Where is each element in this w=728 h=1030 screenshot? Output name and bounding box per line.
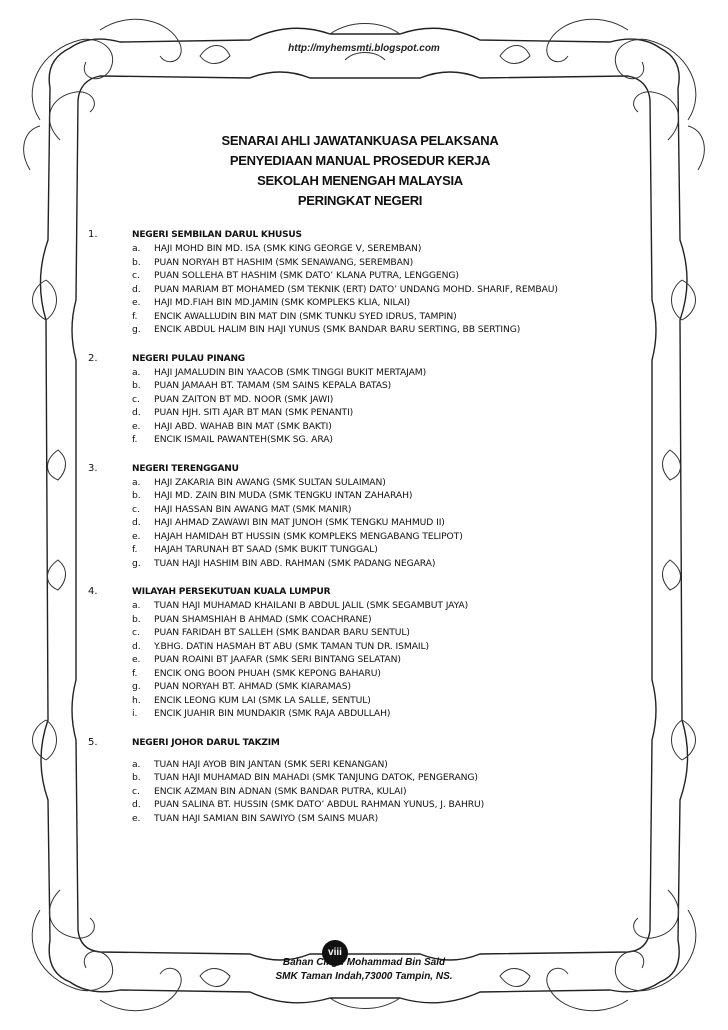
list-item [132,366,648,380]
member-list [88,366,648,447]
item-letter: a. [132,758,141,770]
item-text: ENCIK ONG BOON PHUAH (SMK KEPONG BAHARU) [154,667,381,679]
section-pulau-pinang [88,352,648,447]
section-johor [88,736,648,826]
list-item [132,771,648,785]
section-number: 5. [88,736,98,748]
list-item [132,798,648,812]
title-line-3: SEKOLAH MENENGAH MALAYSIA [257,173,463,188]
list-item [132,296,648,310]
section-kuala-lumpur [88,585,648,721]
list-item [132,626,648,640]
item-text: HAJAH HAMIDAH BT HUSSIN (SMK KOMPLEKS MENGABANG TELIPOT) [154,530,463,542]
member-list [88,758,648,826]
item-text: HAJI JAMALUDIN BIN YAACOB (SMK TINGGI BUKIT MERTAJAM) [154,366,427,378]
item-text: TUAN HAJI HASHIM BIN ABD. RAHMAN (SMK PADANG NEGARA) [154,557,436,569]
item-letter: e. [132,812,141,824]
item-text: ENCIK ABDUL HALIM BIN HAJI YUNUS (SMK BANDAR BARU SERTING, BB SERTING) [154,324,521,335]
item-text: HAJI MD.FIAH BIN MD.JAMIN (SMK KOMPLEKS KLIA, NILAI) [154,297,411,308]
list-item [132,393,648,407]
item-text: HAJI MOHD BIN MD. ISA (SMK KING GEORGE V, SEREMBAN) [154,243,422,254]
item-letter: g. [132,681,141,692]
item-text: PUAN NORYAH BT HASHIM (SMK SENAWANG, SEREMBAN) [154,256,414,268]
item-text: ENCIK ISMAIL PAWANTEH(SMK SG. ARA) [154,434,333,445]
item-letter: b. [132,380,141,391]
item-text: HAJI HASSAN BIN AWANG MAT (SMK MANIR) [154,503,352,515]
list-item [132,269,648,283]
title-line-2: PENYEDIAAN MANUAL PROSEDUR KERJA [229,153,491,168]
item-letter: b. [132,613,141,625]
item-letter: i. [132,708,138,719]
list-item [132,613,648,627]
item-letter: e. [132,654,141,665]
item-text: PUAN FARIDAH BT SALLEH (SMK BANDAR BARU SENTUL) [154,627,410,638]
item-letter: f. [132,310,138,322]
list-item [132,256,648,270]
item-letter: d. [132,640,141,652]
item-letter: b. [132,256,141,268]
item-text: PUAN ROAINI BT JAAFAR (SMK SERI BINTANG SELATAN) [154,654,401,665]
item-text: HAJI ZAKARIA BIN AWANG (SMK SULTAN SULAIMAN) [154,476,386,488]
list-item [132,433,648,447]
item-text: ENCIK LEONG KUM LAI (SMK LA SALLE, SENTUL) [154,694,371,706]
section-heading: NEGERI JOHOR DARUL TAKZIM [132,737,280,748]
item-letter: e. [132,297,141,308]
item-letter: a. [132,476,141,488]
committee-list [88,228,648,840]
list-item [132,785,648,799]
list-item [132,640,648,654]
list-item [132,812,648,826]
item-text: PUAN NORYAH BT. AHMAD (SMK KIARAMAS) [154,681,351,692]
section-heading: NEGERI PULAU PINANG [132,353,245,364]
item-text: Y.BHG. DATIN HASMAH BT ABU (SMK TAMAN TUN DR. ISMAIL) [154,640,430,652]
member-list [88,599,648,721]
item-text: PUAN JAMAAH BT. TAMAM (SM SAINS KEPALA BATAS) [154,380,392,391]
footer-line-2: SMK Taman Indah,73000 Tampin, NS. [275,971,453,982]
item-letter: b. [132,772,141,783]
list-item [132,543,648,557]
list-item [132,379,648,393]
item-text: TUAN HAJI MUHAMAD BIN MAHADI (SMK TANJUNG DATOK, PENGERANG) [154,772,478,783]
list-item [132,758,648,772]
item-letter: c. [132,270,140,281]
item-text: PUAN MARIAM BT MOHAMED (SM TEKNIK (ERT) DATO’ UNDANG MOHD. SHARIF, REMBAU) [154,283,558,295]
item-letter: f. [132,544,138,555]
item-text: HAJI MD. ZAIN BIN MUDA (SMK TENGKU INTAN ZAHARAH) [154,490,413,501]
item-letter: h. [132,694,141,706]
list-item [132,530,648,544]
list-item [132,489,648,503]
item-letter: f. [132,434,138,445]
footer-line-1: Bahan Cikgu Mohammad Bin Said [282,957,446,968]
item-letter: b. [132,490,141,501]
list-item [132,503,648,517]
list-item [132,557,648,571]
item-text: TUAN HAJI MUHAMAD KHAILANI B ABDUL JALIL (SMK SEGAMBUT JAYA) [154,600,469,611]
item-text: HAJAH TARUNAH BT SAAD (SMK BUKIT TUNGGAL) [154,544,378,555]
item-letter: c. [132,627,140,638]
list-item [132,310,648,324]
list-item [132,242,648,256]
item-text: PUAN HJH. SITI AJAR BT MAN (SMK PENANTI) [154,407,354,418]
item-letter: e. [132,420,141,432]
list-item [132,707,648,721]
item-letter: a. [132,243,141,254]
section-heading: NEGERI TERENGGANU [132,463,239,474]
item-text: TUAN HAJI AYOB BIN JANTAN (SMK SERI KENANGAN) [154,758,388,770]
item-letter: c. [132,785,140,797]
item-text: TUAN HAJI SAMIAN BIN SAWIYO (SM SAINS MUAR) [154,812,379,824]
document-title [130,131,590,211]
list-item [132,680,648,694]
item-text: HAJI ABD. WAHAB BIN MAT (SMK BAKTI) [154,420,332,432]
list-item [132,694,648,708]
item-text: ENCIK AZMAN BIN ADNAN (SMK BANDAR PUTRA, KULAI) [154,785,407,797]
item-text: PUAN SALINA BT. HUSSIN (SMK DATO’ ABDUL RAHMAN YUNUS, J. BAHRU) [154,799,485,810]
page-number: viii [322,940,348,966]
list-item [132,516,648,530]
item-text: PUAN SHAMSHIAH B AHMAD (SMK COACHRANE) [154,613,372,625]
list-item [132,599,648,613]
title-line-4: PERINGKAT NEGERI [297,193,423,208]
section-number: 2. [88,352,98,364]
list-item [132,420,648,434]
list-item [132,476,648,490]
item-letter: g. [132,324,141,335]
section-number: 4. [88,586,98,597]
member-list [88,476,648,571]
list-item [132,406,648,420]
title-line-1: SENARAI AHLI JAWATANKUASA PELAKSANA [221,133,499,148]
section-terengganu [88,462,648,571]
item-letter: d. [132,799,141,810]
item-text: ENCIK JUAHIR BIN MUNDAKIR (SMK RAJA ABDULLAH) [154,708,391,719]
section-heading: NEGERI SEMBILAN DARUL KHUSUS [132,230,302,240]
item-letter: d. [132,283,141,295]
item-letter: e. [132,530,141,542]
list-item [132,283,648,297]
item-text: PUAN ZAITON BT MD. NOOR (SMK JAWI) [154,393,334,405]
item-letter: d. [132,517,141,528]
list-item [132,323,648,337]
item-letter: c. [132,503,140,515]
footer [0,956,728,984]
list-item [132,653,648,667]
item-letter: d. [132,407,141,418]
section-number: 3. [88,462,98,474]
item-letter: a. [132,600,141,611]
item-letter: f. [132,667,138,679]
section-heading: WILAYAH PERSEKUTUAN KUALA LUMPUR [132,587,331,597]
header-url[interactable]: http://myhemsmti.blogspot.com [288,43,440,54]
member-list [88,242,648,337]
item-text: ENCIK AWALLUDIN BIN MAT DIN (SMK TUNKU SYED IDRUS, TAMPIN) [154,310,457,322]
item-letter: g. [132,557,141,569]
item-letter: c. [132,393,140,405]
item-text: PUAN SOLLEHA BT HASHIM (SMK DATO’ KLANA PUTRA, LENGGENG) [154,270,459,281]
item-text: HAJI AHMAD ZAWAWI BIN MAT JUNOH (SMK TENGKU MAHMUD II) [154,517,445,528]
section-negeri-sembilan [88,228,648,337]
item-letter: a. [132,366,141,378]
list-item [132,667,648,681]
section-number: 1. [88,229,98,240]
